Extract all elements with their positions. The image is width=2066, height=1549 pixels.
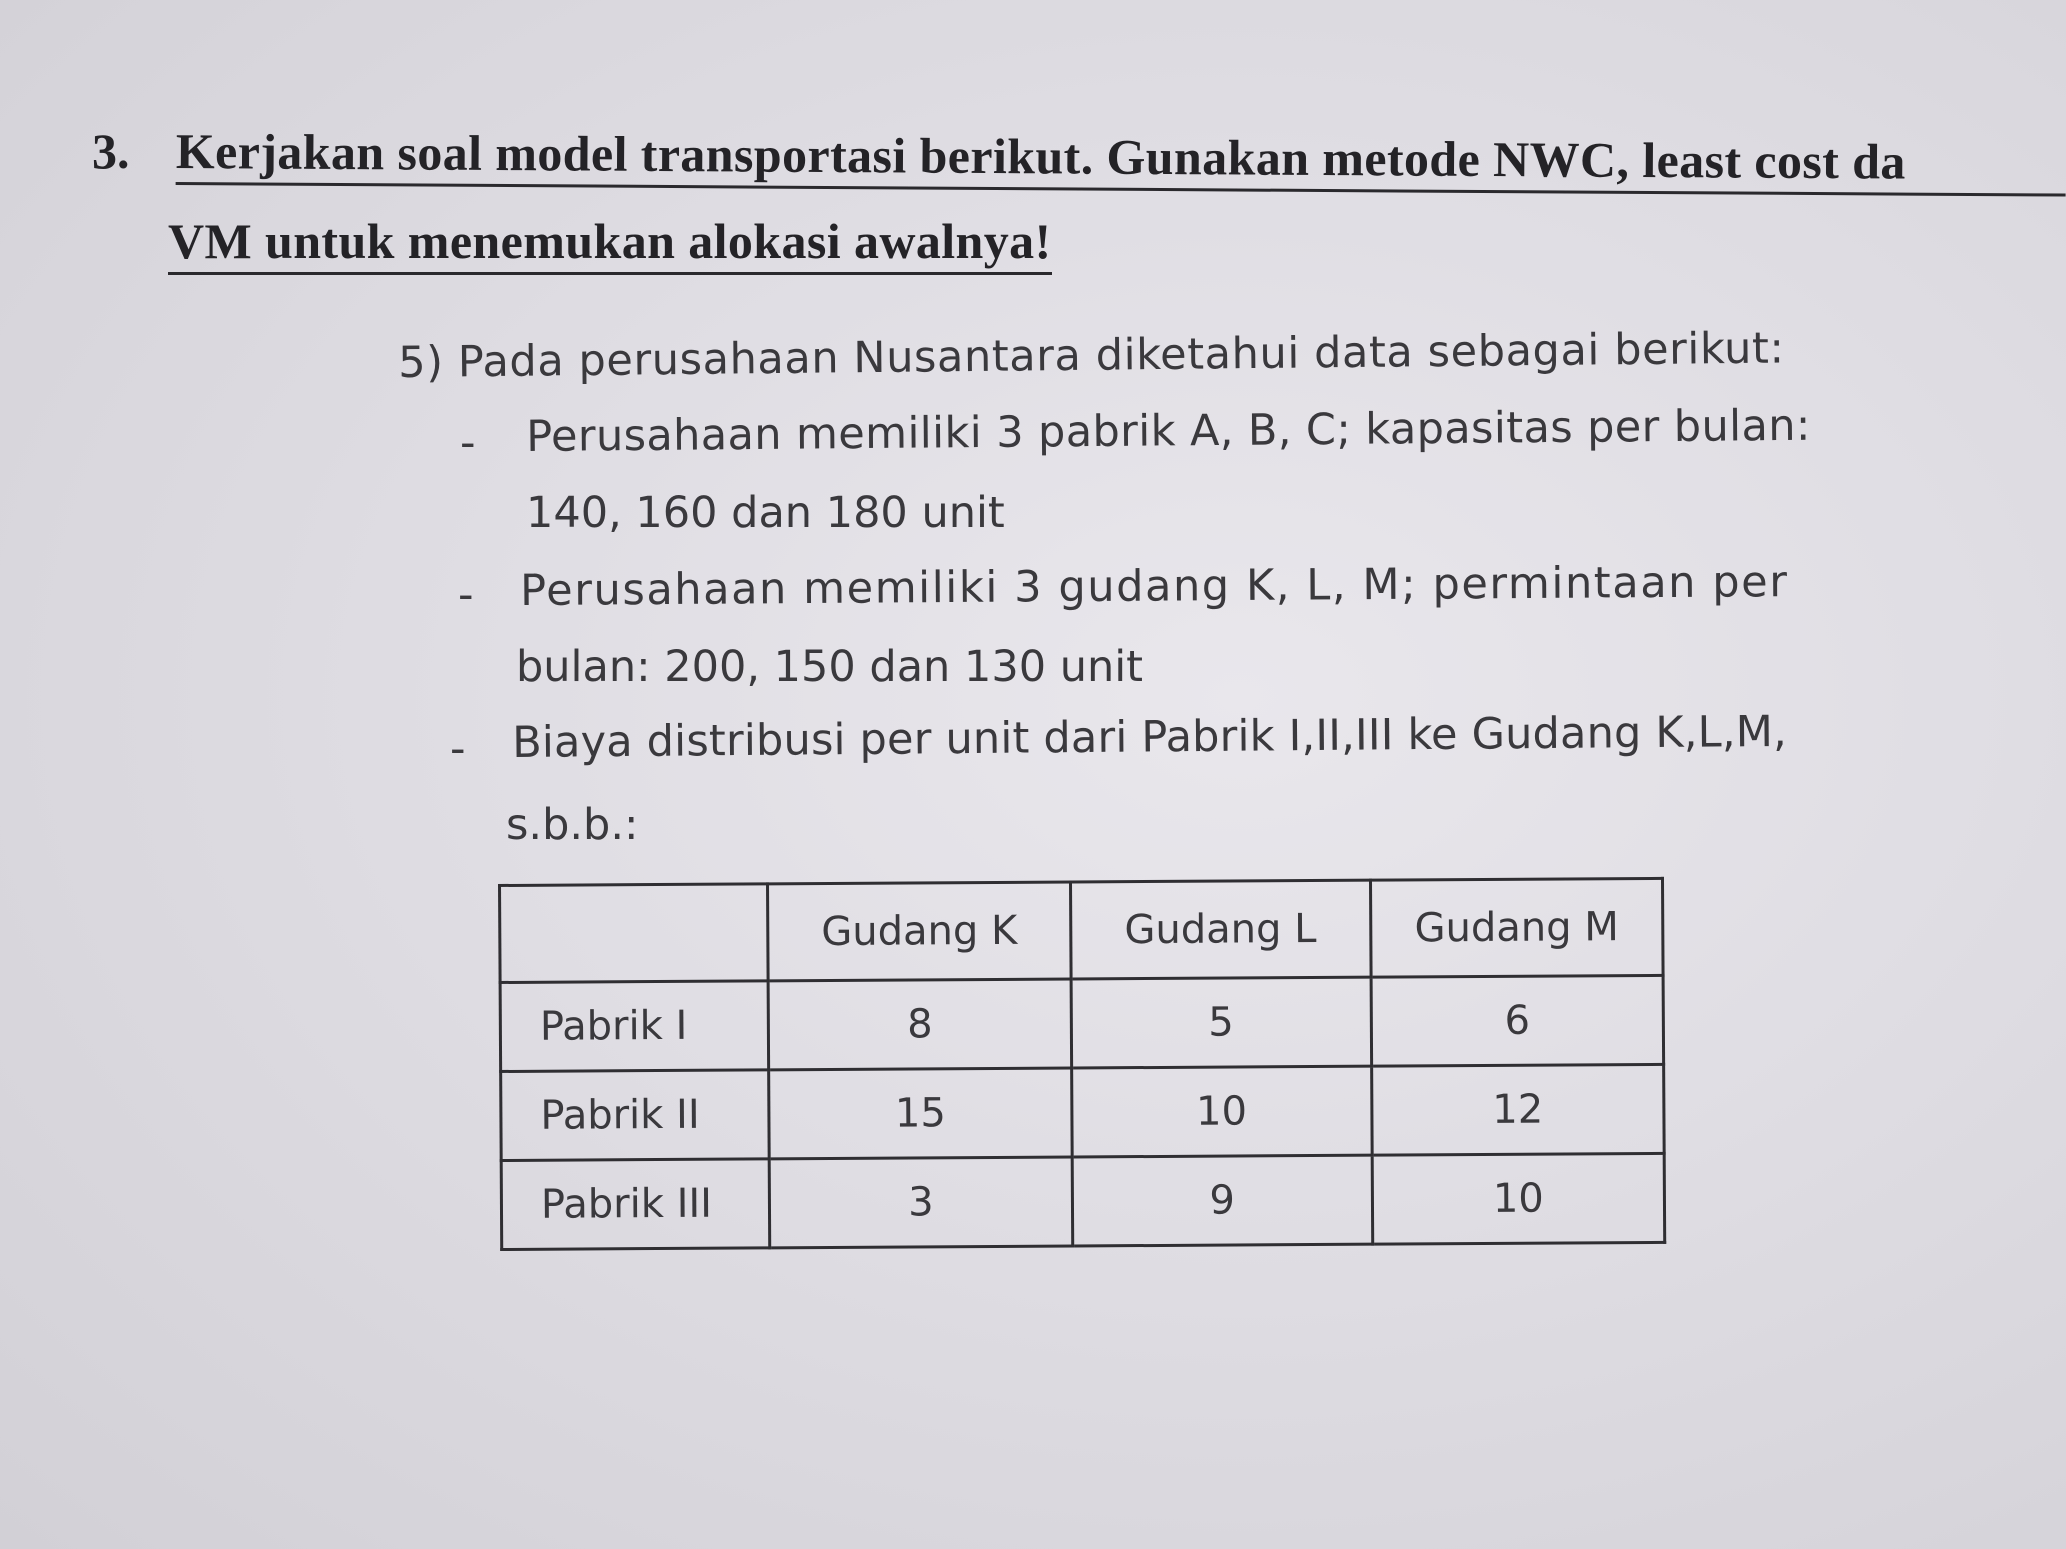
bullet-cost-line1: Biaya distribusi per unit dari Pabrik I,II,III ke Gudang K,L,M, bbox=[512, 706, 1788, 768]
row-label: Pabrik II bbox=[501, 1070, 770, 1161]
bullet-dash: - bbox=[450, 724, 466, 774]
bullet-dash: - bbox=[458, 570, 474, 620]
bullet-cost-line2: s.b.b.: bbox=[506, 800, 639, 850]
column-header: Gudang M bbox=[1370, 878, 1663, 977]
table-row bbox=[501, 1064, 1665, 1160]
table-row bbox=[501, 1153, 1665, 1249]
bullet-dash: - bbox=[460, 418, 476, 468]
table-header-row bbox=[500, 878, 1664, 982]
subquestion-title: 5) Pada perusahaan Nusantara diketahui data sebagai berikut: bbox=[398, 323, 1785, 388]
table-cell: 6 bbox=[1371, 975, 1664, 1066]
table-cell: 8 bbox=[768, 979, 1071, 1070]
table-corner-cell bbox=[500, 884, 769, 983]
distribution-cost-table bbox=[498, 877, 1666, 1251]
table-cell: 12 bbox=[1371, 1064, 1664, 1155]
table-row bbox=[500, 975, 1664, 1071]
table-cell: 15 bbox=[769, 1068, 1072, 1159]
question-heading-line1: Kerjakan soal model transportasi berikut. Gunakan metode NWC, least cost da bbox=[176, 122, 2066, 197]
table-cell: 5 bbox=[1071, 977, 1372, 1068]
table-cell: 9 bbox=[1072, 1155, 1373, 1246]
table-cell: 10 bbox=[1372, 1153, 1665, 1244]
bullet-demand-line1: Perusahaan memiliki 3 gudang K, L, M; permintaan per bbox=[520, 557, 1789, 616]
row-label: Pabrik I bbox=[500, 981, 769, 1072]
bullet-capacity-line2: 140, 160 dan 180 unit bbox=[526, 488, 1005, 538]
column-header: Gudang K bbox=[768, 882, 1071, 981]
row-label: Pabrik III bbox=[501, 1159, 770, 1250]
question-heading-line2: VM untuk menemukan alokasi awalnya! bbox=[168, 212, 1052, 275]
question-number: 3. bbox=[92, 123, 130, 179]
bullet-demand-line2: bulan: 200, 150 dan 130 unit bbox=[516, 642, 1144, 692]
table-cell: 10 bbox=[1071, 1066, 1372, 1157]
column-header: Gudang L bbox=[1070, 880, 1371, 979]
table-cell: 3 bbox=[770, 1157, 1073, 1248]
bullet-capacity-line1: Perusahaan memiliki 3 pabrik A, B, C; kapasitas per bulan: bbox=[526, 400, 1811, 462]
